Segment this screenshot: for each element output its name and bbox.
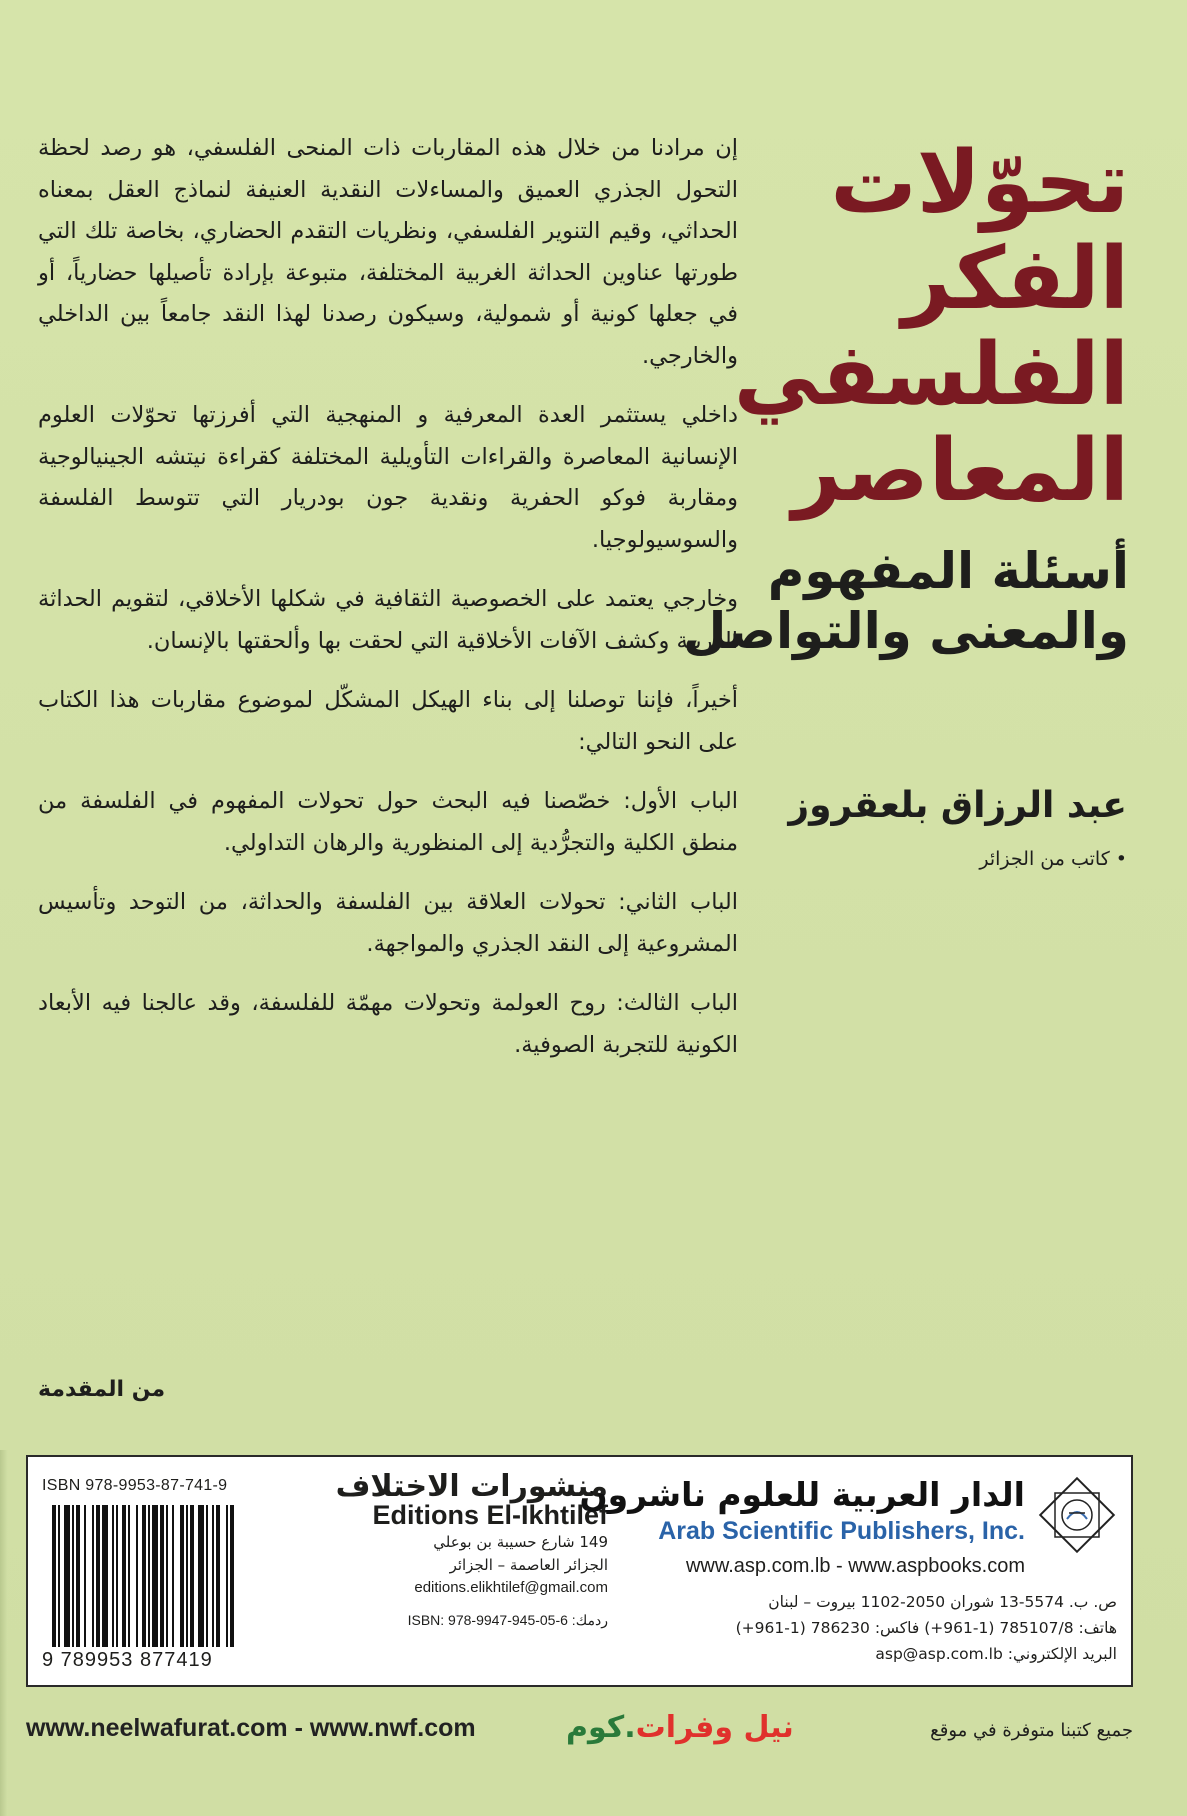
barcode-bar bbox=[72, 1505, 74, 1647]
barcode-bar bbox=[116, 1505, 118, 1647]
brand-part-1: نيل وفرات bbox=[635, 1710, 794, 1745]
isbn-label: ISBN 978-9953-87-741-9 bbox=[42, 1477, 228, 1494]
blurb-source: من المقدمة bbox=[38, 1377, 166, 1402]
barcode-bar bbox=[166, 1505, 168, 1647]
blurb-paragraph: الباب الأول: خصّصنا فيه البحث حول تحولات المفهوم في الفلسفة من منطق الكلية والتجرُّدية إلى المنظورية والرهان التداولي. bbox=[38, 788, 738, 856]
barcode-bar bbox=[216, 1505, 220, 1647]
blurb-paragraph: أخيراً، فإننا توصلنا إلى بناء الهيكل المشكّل لموضوع مقاربات هذا الكتاب على النحو التالي: bbox=[38, 687, 738, 755]
publisher-panel bbox=[26, 1455, 1133, 1687]
title-line-3: الفلسفي bbox=[733, 325, 1129, 425]
barcode-bar bbox=[180, 1505, 184, 1647]
barcode-bar bbox=[190, 1505, 194, 1647]
barcode-bar bbox=[136, 1505, 138, 1647]
barcode-bar bbox=[84, 1505, 86, 1647]
barcode-digits: 9 789953 877419 bbox=[42, 1649, 213, 1671]
barcode-bar bbox=[128, 1505, 130, 1647]
asp-logo-icon bbox=[1037, 1475, 1117, 1555]
barcode-bar bbox=[64, 1505, 70, 1647]
blurb-paragraph: الباب الثاني: تحولات العلاقة بين الفلسفة والحداثة، من التوحد وتأسيس المشروعية إلى النقد الجذري والمواجهة. bbox=[38, 889, 738, 957]
title-line-4: المعاصر bbox=[792, 421, 1129, 521]
footer-note: جميع كتبنا متوفرة في موقع bbox=[930, 1720, 1133, 1741]
barcode-bar bbox=[230, 1505, 234, 1647]
barcode-bar bbox=[96, 1505, 100, 1647]
spine-edge bbox=[0, 1450, 8, 1816]
ikhtilef-email: editions.elikhtilef@gmail.com bbox=[414, 1579, 608, 1596]
barcode-bar bbox=[58, 1505, 60, 1647]
subtitle-line-2: والمعنى والتواصل bbox=[683, 602, 1129, 660]
asp-name-en: Arab Scientific Publishers, Inc. bbox=[658, 1517, 1025, 1545]
barcode-bar bbox=[148, 1505, 150, 1647]
author-name: عبد الرزاق بلعقروز bbox=[788, 785, 1127, 826]
barcode bbox=[48, 1505, 300, 1647]
barcode-bar bbox=[186, 1505, 188, 1647]
ikhtilef-address-1: 149 شارع حسيبة بن بوعلي bbox=[433, 1533, 608, 1551]
subtitle-line-1: أسئلة المفهوم bbox=[767, 542, 1129, 600]
author-note: • كاتب من الجزائر bbox=[979, 848, 1127, 870]
isbn-barcode-box bbox=[42, 1477, 304, 1675]
footer bbox=[26, 1710, 1133, 1754]
ikhtilef-address-2: الجزائر العاصمة – الجزائر bbox=[449, 1556, 608, 1574]
barcode-bar bbox=[152, 1505, 158, 1647]
barcode-bar bbox=[160, 1505, 164, 1647]
title-block bbox=[683, 133, 1129, 661]
asp-websites: www.asp.com.lb - www.aspbooks.com bbox=[685, 1555, 1025, 1577]
asp-phone: هاتف: 785107/8 (1-961+) فاكس: 786230 (1-961+) bbox=[735, 1619, 1117, 1637]
barcode-bar bbox=[198, 1505, 204, 1647]
asp-address: ص. ب. 5574-13 شوران 2050-1102 بيروت – لبنان bbox=[768, 1593, 1117, 1611]
ikhtilef-name-ar: منشورات الاختلاف bbox=[335, 1469, 608, 1504]
blurb-paragraph: الباب الثالث: روح العولمة وتحولات مهمّة للفلسفة، وقد عالجنا فيه الأبعاد الكونية للتجربة الصوفية. bbox=[38, 990, 738, 1058]
barcode-bar bbox=[142, 1505, 146, 1647]
asp-name-ar: الدار العربية للعلوم ناشرون bbox=[579, 1475, 1025, 1514]
blurb-paragraph: إن مرادنا من خلال هذه المقاربات ذات المنحى الفلسفي، هو رصد لحظة التحول الجذري العميق والمساءلات النقدية العنيفة لنماذج العقل بمعناه الحداثي، وقيم التنوير الفلسفي، ونظريات التقدم الحضاري، بخاصة تلك التي طورتها عناوين الحداثة الغربية المختلفة، متبوعة بإرادة تأصيلها حضارياً، أو في جعلها كونية أو شمولية، وسيكون رصدنا لهذا النقد جامعاً بين الداخلي والخارجي. bbox=[38, 135, 738, 369]
barcode-bar bbox=[206, 1505, 208, 1647]
barcode-bar bbox=[226, 1505, 228, 1647]
footer-brand-logo bbox=[566, 1710, 794, 1745]
barcode-bar bbox=[112, 1505, 114, 1647]
subtitle bbox=[683, 541, 1129, 661]
barcode-bar bbox=[52, 1505, 56, 1647]
asp-publisher bbox=[579, 1475, 1117, 1675]
blurb-paragraph: داخلي يستثمر العدة المعرفية و المنهجية التي أفرزتها تحوّلات العلوم الإنسانية المعاصرة والقراءات التأويلية المختلفة كقراءة نيتشه الجينيالوجية ومقاربة فوكو الحفرية ونقدية جون بودريار التي تتوسط الفلسفة والسوسيولوجيا. bbox=[38, 402, 738, 553]
barcode-bar bbox=[92, 1505, 94, 1647]
barcode-bar bbox=[172, 1505, 174, 1647]
ikhtilef-name-en: Editions El-Ikhtilef bbox=[372, 1500, 608, 1530]
title-line-1: تحوّلات bbox=[830, 133, 1129, 233]
asp-email: البريد الإلكتروني: asp@asp.com.lb bbox=[875, 1645, 1117, 1663]
barcode-bar bbox=[122, 1505, 126, 1647]
blurb-paragraph: وخارجي يعتمد على الخصوصية الثقافية في شكلها الأخلاقي، لتقويم الحداثة الغربية وكشف الآفات الأخلاقية التي لحقت بها وألحقتها بالإنسان. bbox=[38, 586, 738, 654]
brand-part-2: .كوم bbox=[566, 1710, 636, 1745]
barcode-bar bbox=[212, 1505, 214, 1647]
footer-urls: www.neelwafurat.com - www.nwf.com bbox=[26, 1714, 476, 1742]
blurb bbox=[38, 128, 738, 1084]
ikhtilef-publisher bbox=[318, 1469, 608, 1679]
title-line-2: الفكر bbox=[901, 229, 1129, 329]
barcode-bar bbox=[102, 1505, 108, 1647]
barcode-bar bbox=[76, 1505, 80, 1647]
ikhtilef-isbn: ردمك: ISBN: 978-9947-945-05-6 bbox=[407, 1612, 608, 1628]
